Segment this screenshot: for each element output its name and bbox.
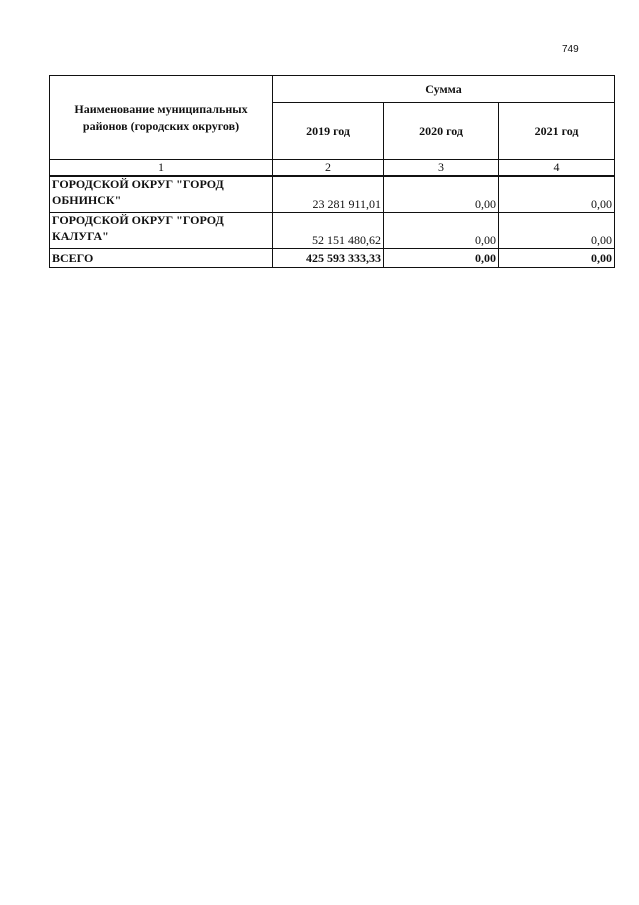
table-row <box>50 213 615 249</box>
column-number: 2 <box>273 160 384 177</box>
value-2021: 0,00 <box>499 176 615 213</box>
total-2019: 425 593 333,33 <box>273 249 384 268</box>
table-row <box>50 176 615 213</box>
total-row <box>50 249 615 268</box>
header-year-2019: 2019 год <box>273 103 384 160</box>
municipality-name: ГОРОДСКОЙ ОКРУГ "ГОРОД ОБНИНСК" <box>50 176 273 213</box>
municipality-name: ГОРОДСКОЙ ОКРУГ "ГОРОД КАЛУГА" <box>50 213 273 249</box>
total-2020: 0,00 <box>384 249 499 268</box>
header-year-2021: 2021 год <box>499 103 615 160</box>
header-name-column: Наименование муниципальных районов (городских округов) <box>50 76 273 160</box>
header-sum: Сумма <box>273 76 615 103</box>
header-row-top <box>50 76 615 103</box>
column-number-row <box>50 160 615 177</box>
value-2019: 52 151 480,62 <box>273 213 384 249</box>
value-2020: 0,00 <box>384 176 499 213</box>
page-number: 749 <box>562 44 579 55</box>
column-number: 4 <box>499 160 615 177</box>
column-number: 3 <box>384 160 499 177</box>
total-2021: 0,00 <box>499 249 615 268</box>
value-2021: 0,00 <box>499 213 615 249</box>
total-label: ВСЕГО <box>50 249 273 268</box>
value-2020: 0,00 <box>384 213 499 249</box>
column-number: 1 <box>50 160 273 177</box>
value-2019: 23 281 911,01 <box>273 176 384 213</box>
subsidy-table <box>49 75 615 268</box>
header-year-2020: 2020 год <box>384 103 499 160</box>
